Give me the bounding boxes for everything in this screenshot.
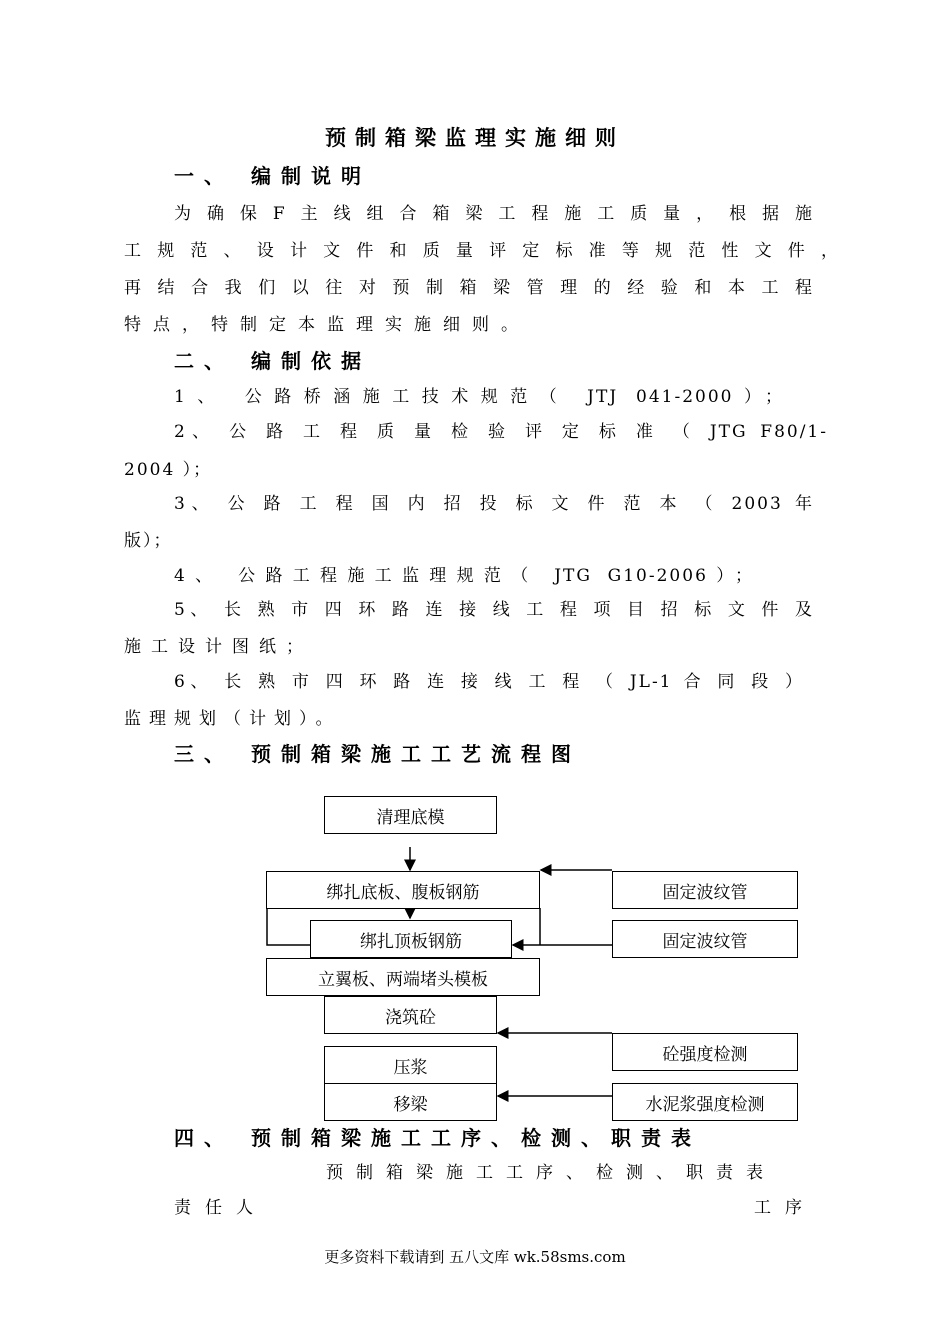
section1-line-3: 再结合我们以往对预制箱梁管理的经验和本工程 — [124, 278, 814, 298]
ref-item-5: 5、 长 熟 市 四 环 路 连 接 线 工 程 项 目 招 标 文 件 及 — [174, 600, 814, 620]
table-col-responsible: 责任人 — [174, 1198, 267, 1218]
flow-step-wing-end-formwork: 立翼板、两端堵头模板 — [266, 958, 540, 996]
ref-item-2: 2、 公 路 工 程 质 量 检 验 评 定 标 准 （ JTG F80/1- — [174, 422, 828, 442]
flow-input-grout-strength-test: 水泥浆强度检测 — [612, 1083, 798, 1121]
section1-line-4: 特点，特制定本监理实施细则。 — [124, 315, 530, 335]
ref-item-6: 6、 长 熟 市 四 环 路 连 接 线 工 程 （ JL-1 合 同 段 ） — [174, 672, 804, 692]
ref-item-1: 1、 公路桥涵施工技术规范（ JTJ 041-2000）； — [174, 387, 784, 407]
ref-item-4: 4、 公路工程施工监理规范（ JTG G10-2006）； — [174, 566, 754, 586]
section1-line-2: 工规范、设计文件和质量评定标准等规范性文件， — [124, 241, 840, 261]
page-title: 预制箱梁监理实施细则 — [325, 125, 625, 150]
section4-heading: 四、 预制箱梁施工工序、检测、职责表 — [174, 1126, 701, 1150]
ref-item-5-cont: 施工设计图纸； — [124, 637, 313, 657]
ref-item-3-cont: 版）； — [124, 531, 173, 551]
flow-step-move-beam: 移梁 — [324, 1083, 497, 1121]
flow-input-fix-duct-1: 固定波纹管 — [612, 871, 798, 909]
flow-step-grouting: 压浆 — [324, 1046, 497, 1084]
section1-line-1: 为确保F主线组合箱梁工程施工质量，根据施 — [174, 204, 814, 224]
table-caption: 预制箱梁施工工序、检测、职责表 — [326, 1163, 776, 1183]
flow-step-bind-top-rebar: 绑扎顶板钢筋 — [310, 920, 512, 958]
ref-item-3: 3、 公 路 工 程 国 内 招 投 标 文 件 范 本 （ 2003 年 — [174, 494, 814, 514]
flow-step-bind-bottom-web-rebar: 绑扎底板、腹板钢筋 — [266, 871, 540, 909]
ref-item-2-cont: 2004 ）； — [124, 460, 213, 480]
section2-heading: 二、 编制依据 — [174, 349, 371, 373]
footer-download-note: 更多资料下载请到 五八文库 wk.58sms.com — [324, 1248, 626, 1266]
table-col-process: 工序 — [754, 1198, 816, 1218]
section1-heading: 一、 编制说明 — [174, 164, 371, 188]
section3-heading: 三、 预制箱梁施工工艺流程图 — [174, 742, 581, 766]
flow-input-fix-duct-2: 固定波纹管 — [612, 920, 798, 958]
flow-step-pour-concrete: 浇筑砼 — [324, 996, 497, 1034]
flow-input-concrete-strength-test: 砼强度检测 — [612, 1033, 798, 1071]
flow-step-clean-bottom-mold: 清理底模 — [324, 796, 497, 834]
ref-item-6-cont: 监理规划（计划）。 — [124, 709, 341, 729]
